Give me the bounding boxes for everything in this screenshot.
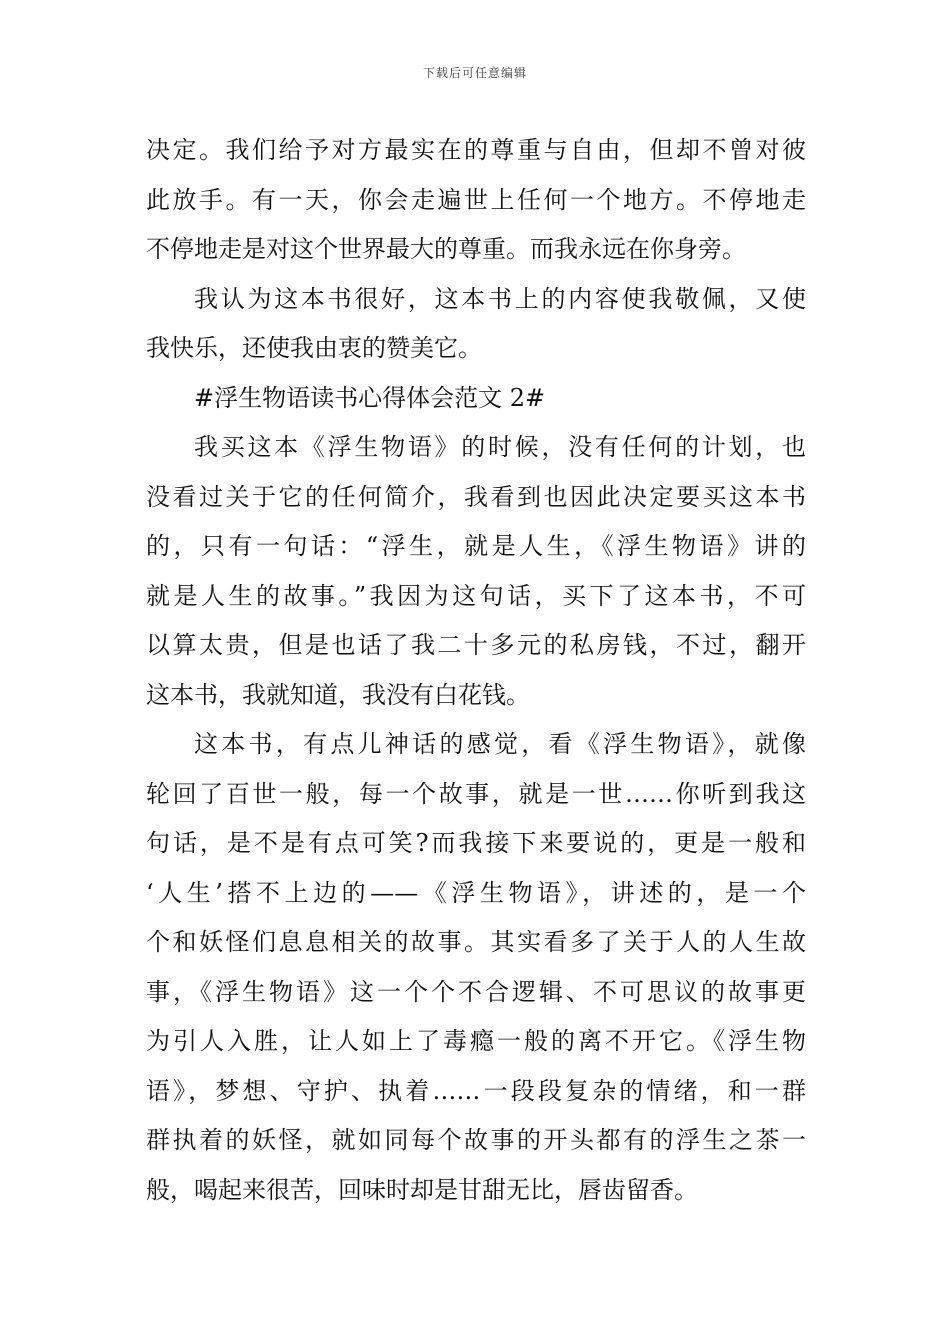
text-line: 语》，梦想、守护、执着……一段段复杂的情绪，和一群 bbox=[146, 1076, 806, 1105]
text-line: 决定。我们给予对方最实在的尊重与自由，但却不曾对彼 bbox=[146, 136, 806, 164]
text-line: 轮回了百世一般，每一个故事，就是一世……你听到我这 bbox=[146, 779, 806, 808]
text-line: 般，喝起来很苦，回味时却是甘甜无比，唇齿留香。 bbox=[146, 1175, 698, 1204]
text-line: 以算太贵，但是也话了我二十多元的私房钱，不过，翻开 bbox=[146, 631, 806, 659]
text-line: 此放手。有一天，你会走遍世上任何一个地方。不停地走 bbox=[146, 185, 806, 214]
text-line: 个和妖怪们息息相关的故事。其实看多了关于人的人生故 bbox=[146, 928, 806, 956]
header-note: 下载后可任意编辑 bbox=[422, 66, 527, 80]
text-line: 不停地走是对这个世界最大的尊重。而我永远在你身旁。 bbox=[146, 235, 746, 263]
text-line: 没看过关于它的任何简介，我看到也因此决定要买这本书 bbox=[146, 482, 806, 511]
text-line: 的，只有一句话：“浮生，就是人生，《浮生物语》讲的 bbox=[146, 532, 806, 560]
text-line: 群执着的妖怪，就如同每个故事的开头都有的浮生之茶一 bbox=[146, 1126, 806, 1154]
text-line: 我认为这本书很好，这本书上的内容使我敬佩，又使 bbox=[194, 284, 806, 313]
text-line: ‘人生’搭不上边的——《浮生物语》，讲述的，是一个 bbox=[146, 878, 806, 907]
text-line: 我买这本《浮生物语》的时候，没有任何的计划，也 bbox=[194, 433, 806, 461]
text-line: #浮生物语读书心得体会范文 2# bbox=[194, 383, 546, 412]
text-line: 就是人生的故事。”我因为这句话，买下了这本书，不可 bbox=[146, 581, 806, 610]
text-line: 这本书，我就知道，我没有白花钱。 bbox=[146, 680, 530, 709]
text-line: 这本书，有点儿神话的感觉，看《浮生物语》，就像 bbox=[194, 730, 806, 758]
text-line: 我快乐，还使我由衷的赞美它。 bbox=[146, 334, 482, 362]
text-line: 为引人入胜，让人如上了毒瘾一般的离不开它。《浮生物 bbox=[146, 1027, 806, 1055]
text-line: 事，《浮生物语》这一个个不合逻辑、不可思议的故事更 bbox=[146, 977, 806, 1006]
body-text bbox=[146, 126, 806, 1215]
text-line: 句话，是不是有点可笑?而我接下来要说的，更是一般和 bbox=[146, 829, 806, 857]
